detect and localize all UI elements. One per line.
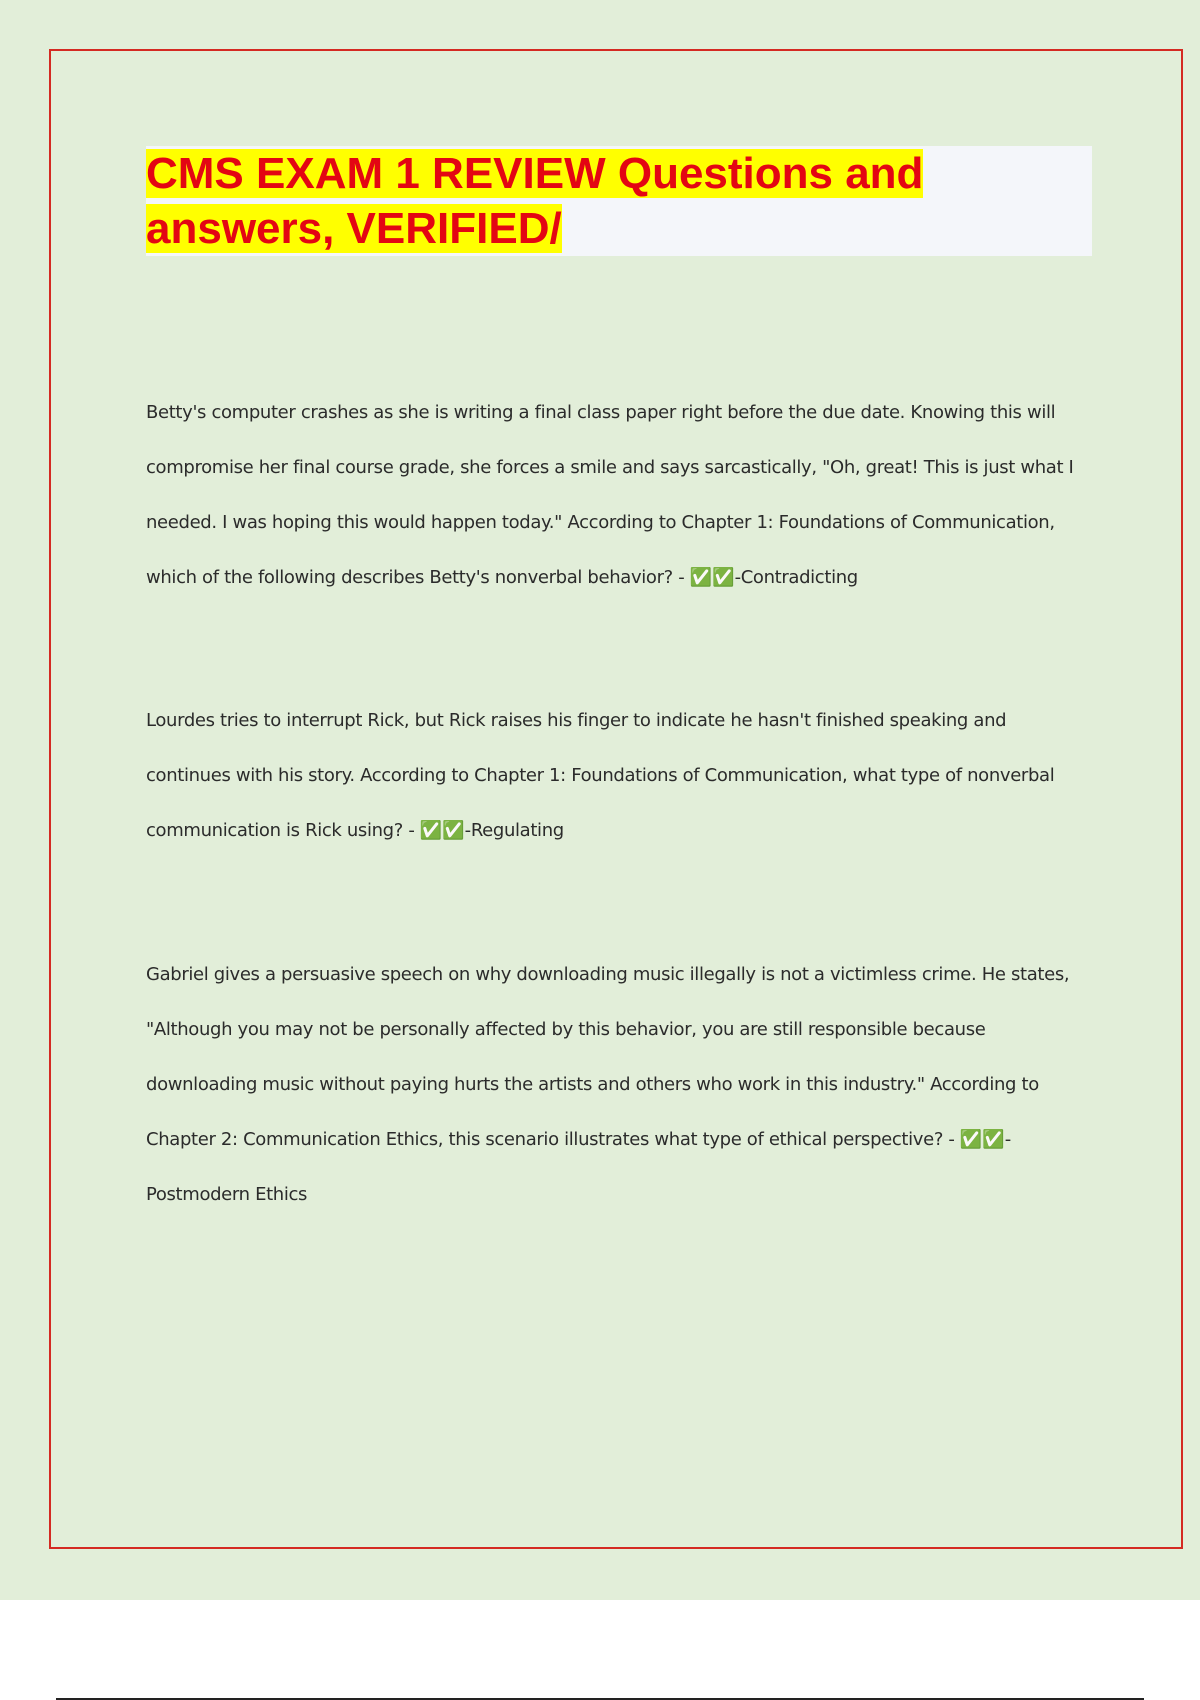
answer-text: -Regulating — [464, 820, 564, 841]
question-text: Betty's computer crashes as she is writing a final class paper right before the due date. Knowing this will compromise her final course grade, she forces a smile and says sarcastically, "Oh, great! This is just what I needed. I was hoping this would happen today." According to Chapter 1: Foundations of Communication, which of the following describes Betty's nonverbal behavior? - — [146, 402, 1074, 588]
title-line-1: CMS EXAM 1 REVIEW Questions and — [146, 149, 924, 198]
double-checkmark-icon: ✅✅ — [419, 820, 465, 841]
qa-item-2 — [146, 693, 1096, 858]
double-checkmark-icon: ✅✅ — [689, 567, 735, 588]
title-block — [146, 146, 1092, 256]
answer-text: -Contradicting — [734, 567, 858, 588]
question-text: Gabriel gives a persuasive speech on why downloading music illegally is not a victimless crime. He states, "Although you may not be personally affected by this behavior, you are still responsible because downloading music without paying hurts the artists and others who work in this industry." According to Chapter 2: Communication Ethics, this scenario illustrates what type of ethical perspective? - — [146, 964, 1070, 1150]
double-checkmark-icon: ✅✅ — [959, 1129, 1005, 1150]
qa-item-1 — [146, 385, 1096, 605]
answer-text: - Postmodern Ethics — [146, 1129, 1011, 1205]
title-line-2: answers, VERIFIED/ — [146, 204, 562, 253]
qa-item-3 — [146, 947, 1096, 1222]
question-text: Lourdes tries to interrupt Rick, but Rick raises his finger to indicate he hasn't finished speaking and continues with his story. According to Chapter 1: Foundations of Communication, what type of nonverbal communication is Rick using? - — [146, 710, 1055, 841]
document-title — [146, 146, 1092, 256]
